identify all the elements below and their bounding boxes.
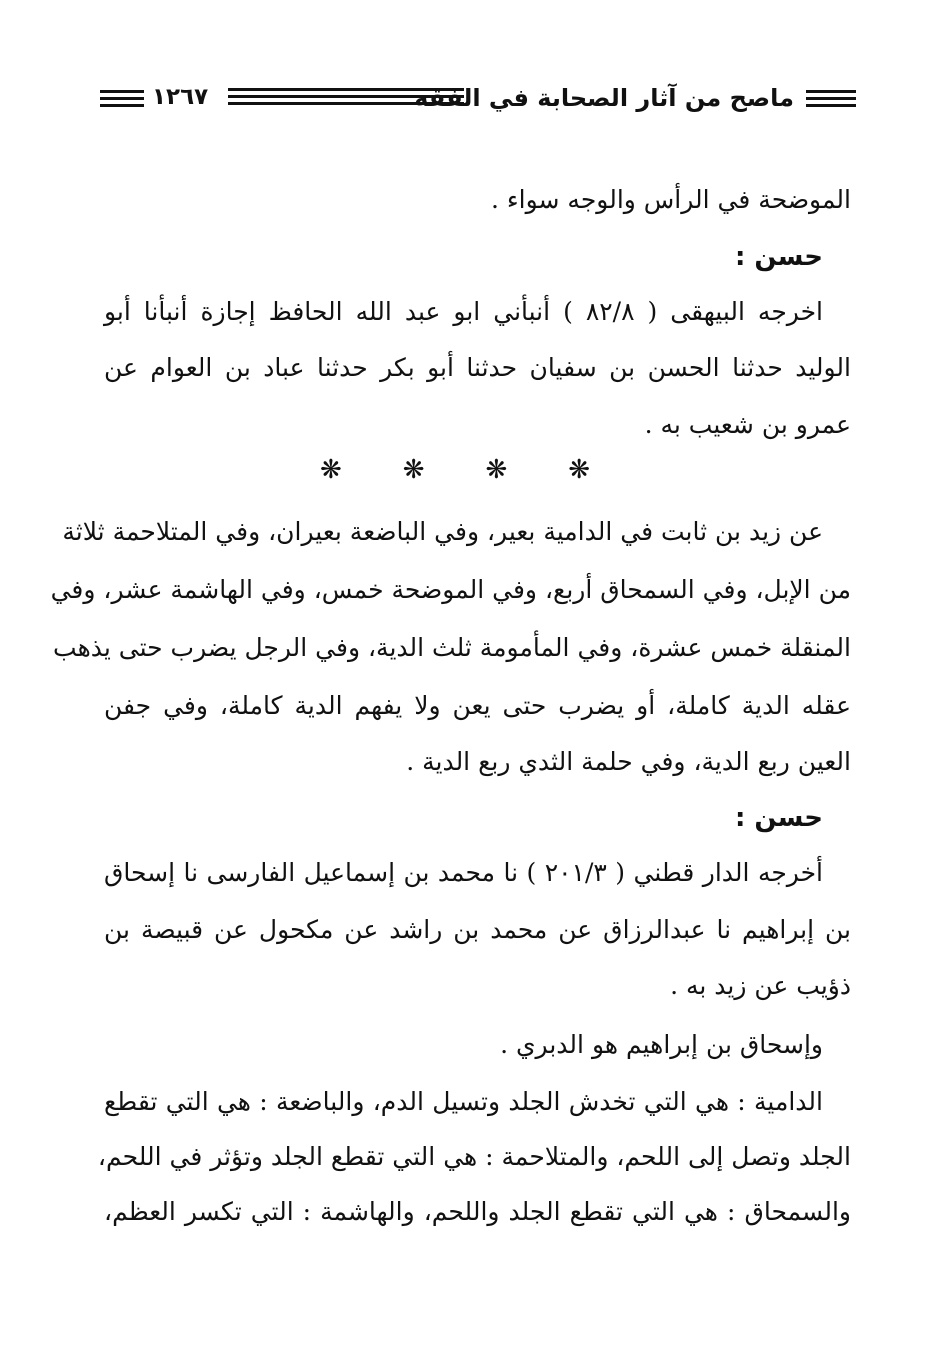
- header-rule: [100, 104, 144, 107]
- running-header: [100, 80, 856, 120]
- text-line: الجلد وتصل إلى اللحم، والمتلاحمة : هي التي تقطع الجلد وتؤثر في اللحم،: [97, 1142, 851, 1171]
- grade-label: حسن :: [734, 803, 823, 833]
- text-line: أخرجه الدار قطني ( ٢٠١/٣ ) نا محمد بن إسماعيل الفارسى نا إسحاق: [104, 858, 823, 887]
- text-line: المنقلة خمس عشرة، وفي المأمومة ثلث الدية، وفي الرجل يضرب حتى يذهب: [53, 633, 851, 662]
- grade-label: حسن :: [734, 242, 823, 272]
- text-line: عن زيد بن ثابت في الدامية بعير، وفي الباضعة بعيران، وفي المتلاحمة ثلاثة: [62, 517, 823, 546]
- text-line: وإسحاق بن إبراهيم هو الدبري .: [500, 1030, 823, 1059]
- text-line: الدامية : هي التي تخدش الجلد وتسيل الدم، والباضعة : هي التي تقطع: [104, 1087, 823, 1116]
- header-title: ماصح من آثار الصحابة في الفقه: [414, 84, 794, 112]
- section-separator: [320, 455, 590, 485]
- text-line: عمرو بن شعيب به .: [644, 410, 851, 439]
- text-line: الوليد حدثنا الحسن بن سفيان حدثنا أبو بكر حدثنا عباد بن العوام عن: [104, 353, 851, 382]
- text-line: عقله الدية كاملة، أو يضرب حتى يعن ولا يفهم الدية كاملة، وفي جفن: [104, 691, 851, 720]
- page-number: ١٢٦٧: [152, 84, 209, 110]
- header-rule: [100, 90, 144, 93]
- header-rule: [100, 97, 144, 100]
- text-line: والسمحاق : هي التي تقطع الجلد واللحم، والهاشمة : التي تكسر العظم،: [104, 1197, 851, 1226]
- text-line: من الإبل، وفي السمحاق أربع، وفي الموضحة خمس، وفي الهاشمة عشر، وفي: [50, 575, 851, 604]
- header-rule: [806, 97, 856, 100]
- asterism-icon: ❋: [485, 455, 508, 485]
- header-rule: [806, 90, 856, 93]
- asterism-icon: ❋: [402, 455, 425, 485]
- text-line: الموضحة في الرأس والوجه سواء .: [491, 185, 851, 214]
- text-line: ذؤيب عن زيد به .: [670, 971, 851, 1000]
- text-line: اخرجه البيهقى ( ٨٢/٨ ) أنبأني ابو عبد الله الحافظ إجازة أنبأنا أبو: [104, 297, 823, 326]
- text-line: بن إبراهيم نا عبدالرزاق عن محمد بن راشد عن مكحول عن قبيصة بن: [104, 915, 851, 944]
- text-line: العين ربع الدية، وفي حلمة الثدي ربع الدية .: [406, 747, 851, 776]
- asterism-icon: ❋: [568, 455, 590, 485]
- asterism-icon: ❋: [320, 455, 342, 485]
- header-rule: [806, 104, 856, 107]
